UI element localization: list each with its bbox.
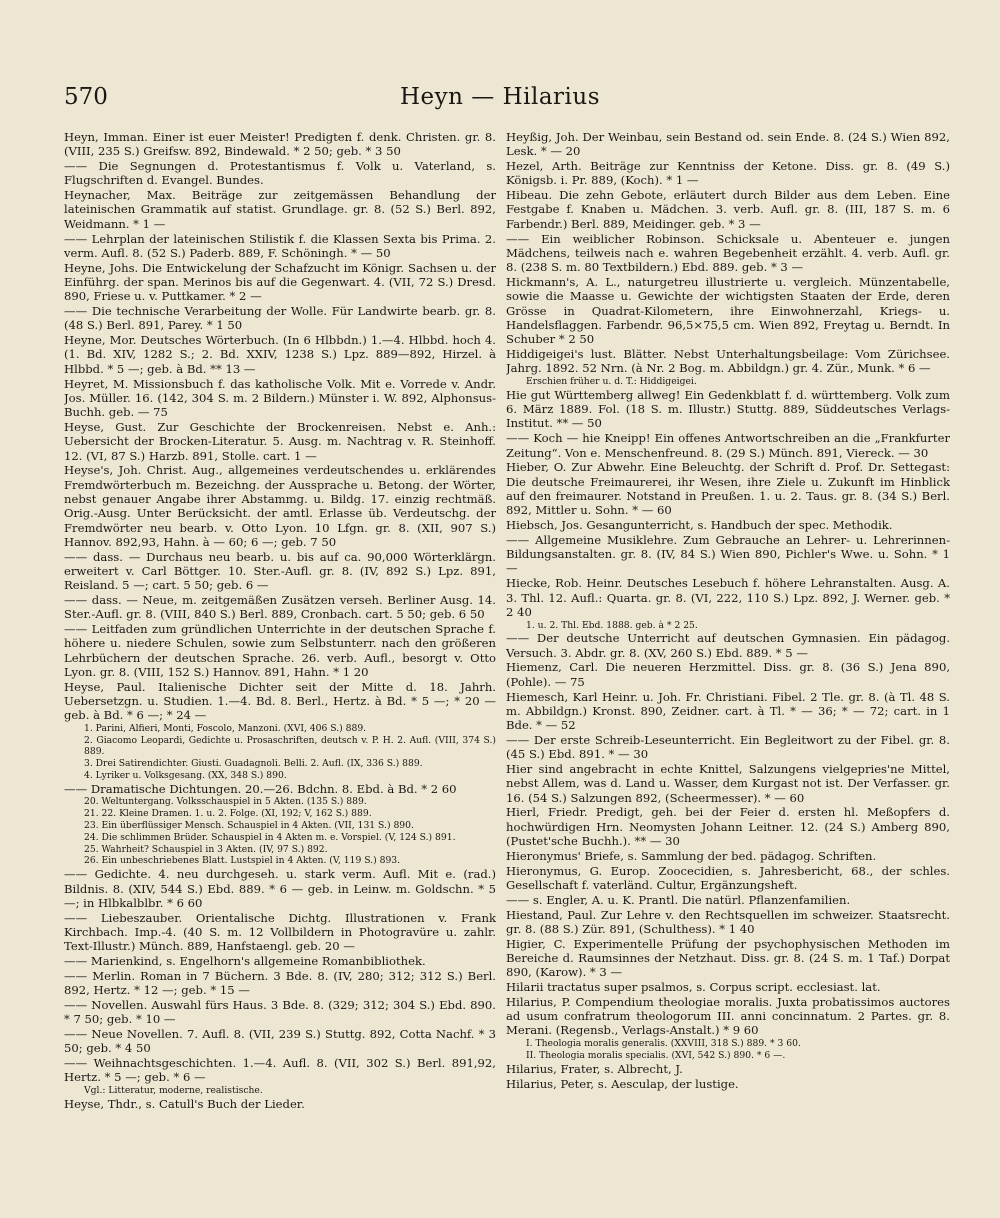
sub-entry: 1. u. 2. Thl. Ebd. 1888. geb. à * 2 25. <box>526 619 698 631</box>
sub-entry: 21. 22. Kleine Dramen. 1. u. 2. Folge. (XI, 192; V, 162 S.) 889. <box>84 808 372 820</box>
catalog-entry: Heyse, Thdr., s. Catull's Buch der Lieder. <box>64 1096 305 1111</box>
catalog-entry: Heynacher, Max. Beiträge zur zeitgemässen Behandlung der lateinischen Grammatik auf statist. Grundlage. gr. 8. (52 S.) Berl. 892, Weidmann. * 1 — <box>64 188 496 231</box>
sub-entry: 1. Parini, Alfieri, Monti, Foscolo, Manzoni. (XVI, 406 S.) 889. <box>84 723 367 735</box>
catalog-entry: Hieronymus, G. Europ. Zoocecidien, s. Jahresbericht, 68., der schles. Gesellschaft f. vaterländ. Cultur, Ergänzungsheft. <box>506 863 950 892</box>
catalog-entry: Hiddigeigei's lust. Blätter. Nebst Unterhaltungsbeilage: Vom Zürichsee. Jahrg. 1892. 52 Nrn. (à Nr. 2 Bog. m. Abbildgn.) gr. 4. Zür., Munk. * 6 — <box>506 346 950 376</box>
catalog-entry: Hiemenz, Carl. Die neueren Herzmittel. Diss. gr. 8. (36 S.) Jena 890, (Pohle). — 75 <box>506 660 950 689</box>
catalog-entry: —— Der deutsche Unterricht auf deutschen Gymnasien. Ein pädagog. Versuch. 3. Abdr. gr. 8. (XV, 260 S.) Ebd. 889. * 5 — <box>506 631 950 660</box>
catalog-entry: Hie gut Württemberg allweg! Ein Gedenkblatt f. d. württemberg. Volk zum 6. März 1889. Fol. (18 S. m. Illustr.) Stuttg. 889, Süddeutsches Verlags-Institut. ** — 50 <box>506 387 950 431</box>
sub-entry: 25. Wahrheit? Schauspiel in 3 Akten. (IV, 97 S.) 892. <box>84 843 328 855</box>
sub-entry: 20. Weltuntergang. Volksschauspiel in 5 Akten. (135 S.) 889. <box>84 796 367 808</box>
catalog-entry: Hiecke, Rob. Heinr. Deutsches Lesebuch f. höhere Lehranstalten. Ausg. A. 3. Thl. 12. Aufl.: Quarta. gr. 8. (VI, 222, 110 S.) Lpz. 892, J. Werner. geb. * 2 40 <box>506 576 950 619</box>
sub-entry: 3. Drei Satirendichter. Giusti. Guadagnoli. Belli. 2. Aufl. (IX, 336 S.) 889. <box>84 758 423 770</box>
sub-entry: Erschien früher u. d. T.: Hiddigeigei. <box>526 376 697 388</box>
catalog-entry: Hieber, O. Zur Abwehr. Eine Beleuchtg. der Schrift d. Prof. Dr. Settegast: Die deutsche Freimaurerei, ihr Wesen, ihre Ziele u. Zukunft im Hinblick auf den freimaurer. Notstand in Preußen. 1. u. 2. Taus. gr. 8. (34 S.) Berl. 892, Mittler u. Sohn. * — 60 <box>506 460 950 518</box>
catalog-entry: —— Novellen. Auswahl fürs Haus. 3 Bde. 8. (329; 312; 304 S.) Ebd. 890. * 7 50; geb. * 10 — <box>64 997 496 1027</box>
sub-entry: 26. Ein unbeschriebenes Blatt. Lustspiel in 4 Akten. (V, 119 S.) 893. <box>84 855 401 867</box>
sub-entry: I. Theologia moralis generalis. (XXVIII, 318 S.) 889. * 3 60. <box>526 1038 801 1050</box>
catalog-entry: —— Koch — hie Kneipp! Ein offenes Antwortschreiben an die „Frankfurter Zeitung“. Von e. Menschenfreund. 8. (29 S.) Münch. 891, Viereck. — 30 <box>506 431 950 460</box>
sub-entry: Vgl.: Litteratur, moderne, realistische. <box>84 1085 263 1097</box>
catalog-entry: —— Liebeszauber. Orientalische Dichtg. Illustrationen v. Frank Kirchbach. Imp.-4. (40 S. m. 12 Vollbildern in Photogravüre u. zahlr. Text-Illustr.) Münch. 889, Hanfstaengl. geb. 20 — <box>64 910 496 954</box>
catalog-entry: Heyret, M. Missionsbuch f. das katholische Volk. Mit e. Vorrede v. Andr. Jos. Müller. 16. (142, 304 S. m. 2 Bildern.) Münster i. W. 892, Alphonsus-Buchh. geb. — 75 <box>64 376 496 420</box>
catalog-entry: Hilarii tractatus super psalmos, s. Corpus script. ecclesiast. lat. <box>506 980 881 995</box>
catalog-entry: —— s. Engler, A. u. K. Prantl. Die natürl. Pflanzenfamilien. <box>506 892 851 907</box>
catalog-entry: Hilarius, Frater, s. Albrecht, J. <box>506 1061 683 1076</box>
catalog-entry: —— Die Segnungen d. Protestantismus f. Volk u. Vaterland, s. Flugschriften d. Evangel. Bundes. <box>64 159 496 188</box>
page-number: 570 <box>64 84 108 110</box>
catalog-entry: Hilarius, Peter, s. Aesculap, der lustige. <box>506 1076 739 1091</box>
catalog-entry: Heyßig, Joh. Der Weinbau, sein Bestand od. sein Ende. 8. (24 S.) Wien 892, Lesk. * — 20 <box>506 130 950 159</box>
catalog-entry: —— Die technische Verarbeitung der Wolle. Für Landwirte bearb. gr. 8. (48 S.) Berl. 891, Parey. * 1 50 <box>64 304 496 333</box>
sub-entry: 24. Die schlimmen Brüder. Schauspiel in 4 Akten m. e. Vorspiel. (V, 124 S.) 891. <box>84 831 456 843</box>
sub-entry: 4. Lyriker u. Volksgesang. (XX, 348 S.) 890. <box>84 769 287 781</box>
catalog-entry: Hezel, Arth. Beiträge zur Kenntniss der Ketone. Diss. gr. 8. (49 S.) Königsb. i. Pr. 889, (Koch). * 1 — <box>506 159 950 188</box>
catalog-entry: Hiemesch, Karl Heinr. u. Joh. Fr. Christiani. Fibel. 2 Tle. gr. 8. (à Tl. 48 S. m. Abbildgn.) Kronst. 890, Zeidner. cart. à Tl. * — 36; * — 72; cart. in 1 Bde. * — 52 <box>506 689 950 733</box>
catalog-entry: Hier sind angebracht in echte Knittel, Salzungens vielgepries'ne Mittel, nebst Allem, was d. Land u. Wasser, dem Kurgast not ist. Der Verfasser. gr. 16. (54 S.) Salzungen 892, (Scheermesser). * — 60 <box>506 762 950 805</box>
catalog-entry: Heyse's, Joh. Christ. Aug., allgemeines verdeutschendes u. erklärendes Fremdwörterbuch m. Bezeichng. der Aussprache u. Betong. der Wörter, nebst genauer Angabe ihrer Abstammg. u. Bildg. 17. einzig rechtmäß. Orig.-Ausg. Unter Berücksicht. der amtl. Erlasse üb. Verdeutschg. der Fremdwörter neu bearb. v. Otto Lyon. 10 Lfgn. gr. 8. (XII, 907 S.) Hannov. 892,93, Hahn. à — 60; 6 —; geb. 7 50 <box>64 463 496 549</box>
catalog-entry: —— Dramatische Dichtungen. 20.—26. Bdchn. 8. Ebd. à Bd. * 2 60 <box>64 781 457 796</box>
catalog-entry: Hiestand, Paul. Zur Lehre v. den Rechtsquellen im schweizer. Staatsrecht. gr. 8. (88 S.) Zür. 891, (Schulthess). * 1 40 <box>506 907 950 936</box>
catalog-entry: —— Neue Novellen. 7. Aufl. 8. (VII, 239 S.) Stuttg. 892, Cotta Nachf. * 3 50; geb. * 4 50 <box>64 1027 496 1056</box>
catalog-entry: Hieronymus' Briefe, s. Sammlung der bed. pädagog. Schriften. <box>506 848 877 863</box>
catalog-entry: —— Merlin. Roman in 7 Büchern. 3 Bde. 8. (IV, 280; 312; 312 S.) Berl. 892, Hertz. * 12 —; geb. * 15 — <box>64 968 496 998</box>
catalog-entry: —— Weihnachtsgeschichten. 1.—4. Aufl. 8. (VII, 302 S.) Berl. 891,92, Hertz. * 5 —; geb. * 6 — <box>64 1056 496 1085</box>
catalog-entry: —— Allgemeine Musiklehre. Zum Gebrauche an Lehrer- u. Lehrerinnen-Bildungsanstalten. gr. 8. (IV, 84 S.) Wien 890, Pichler's Wwe. u. Sohn. * 1 — <box>506 532 950 576</box>
catalog-entry: —— dass. — Neue, m. zeitgemäßen Zusätzen verseh. Berliner Ausg. 14. Ster.-Aufl. gr. 8. (VIII, 840 S.) Berl. 889, Cronbach. cart. 5 50; geb. 6 50 <box>64 593 496 622</box>
catalog-entry: Heyse, Paul. Italienische Dichter seit der Mitte d. 18. Jahrh. Uebersetzgn. u. Studien. 1.—4. Bd. 8. Berl., Hertz. à Bd. * 5 —; * 20 — geb. à Bd. * 6 —; * 24 — <box>64 679 496 723</box>
sub-entry: II. Theologia moralis specialis. (XVI, 542 S.) 890. * 6 —. <box>526 1050 786 1061</box>
catalog-entry: —— dass. — Durchaus neu bearb. u. bis auf ca. 90,000 Wörterklärgn. erweitert v. Carl Böttger. 10. Ster.-Aufl. gr. 8. (IV, 892 S.) Lpz. 891, Reisland. 5 —; cart. 5 50; geb. 6 — <box>64 549 496 593</box>
left-column <box>64 130 496 1190</box>
catalog-entry: Hierl, Friedr. Predigt, geh. bei der Feier d. ersten hl. Meßopfers d. hochwürdigen Hrn. Neomysten Johann Leitner. 12. (24 S.) Amberg 890, (Pustet'sche Buchh.). ** — 30 <box>506 805 950 849</box>
catalog-entry: Heyn, Imman. Einer ist euer Meister! Predigten f. denk. Christen. gr. 8. (VIII, 235 S.) Greifsw. 892, Bindewald. * 2 50; geb. * 3 50 <box>64 130 496 159</box>
catalog-entry: Heyse, Gust. Zur Geschichte der Brockenreisen. Nebst e. Anh.: Uebersicht der Brocken-Literatur. 5. Ausg. m. Nachtrag v. R. Steinhoff. 12. (VI, 87 S.) Harzb. 891, Stolle. cart. 1 — <box>64 419 496 463</box>
catalog-entry: Heyne, Johs. Die Entwickelung der Schafzucht im Königr. Sachsen u. der Einführg. der span. Merinos bis auf die Gegenwart. 4. (VII, 72 S.) Dresd. 890, Friese u. v. Puttkamer. * 2 — <box>64 260 496 304</box>
right-column <box>506 130 950 1190</box>
sub-entry: 2. Giacomo Leopardi, Gedichte u. Prosaschriften, deutsch v. P. H. 2. Aufl. (VIII, 374 S.) 889. <box>84 734 496 758</box>
catalog-entry: —— Leitfaden zum gründlichen Unterrichte in der deutschen Sprache f. höhere u. niedere Schulen, sowie zum Selbstunterr. nach den größeren Lehrbüchern der deutschen Sprache. 26. verb. Aufl., besorgt v. Otto Lyon. gr. 8. (VIII, 152 S.) Hannov. 891, Hahn. * 1 20 <box>64 622 496 679</box>
catalog-entry: —— Der erste Schreib-Leseunterricht. Ein Begleitwort zu der Fibel. gr. 8. (45 S.) Ebd. 891. * — 30 <box>506 732 950 762</box>
catalog-entry: Higier, C. Experimentelle Prüfung der psychophysischen Methoden im Bereiche d. Raumsinnes der Netzhaut. Diss. gr. 8. (24 S. m. 1 Taf.) Dorpat 890, (Karow). * 3 — <box>506 936 950 980</box>
catalog-entry: —— Ein weiblicher Robinson. Schicksale u. Abenteuer e. jungen Mädchens, teilweis nach e. wahren Begebenheit erzählt. 4. verb. Aufl. gr. 8. (238 S. m. 80 Textbildern.) Ebd. 889. geb. * 3 — <box>506 231 950 275</box>
catalog-entry: Hibeau. Die zehn Gebote, erläutert durch Bilder aus dem Leben. Eine Festgabe f. Knaben u. Mädchen. 3. verb. Aufl. gr. 8. (III, 187 S. m. 6 Farbendr.) Berl. 889, Meidinger. geb. * 3 — <box>506 188 950 231</box>
catalog-entry: —— Lehrplan der lateinischen Stilistik f. die Klassen Sexta bis Prima. 2. verm. Aufl. 8. (52 S.) Paderb. 889, F. Schöningh. * — 50 <box>64 231 496 260</box>
sub-entry: 23. Ein überflüssiger Mensch. Schauspiel in 4 Akten. (VII, 131 S.) 890. <box>84 820 414 832</box>
running-head: Heyn — Hilarius <box>399 84 601 110</box>
catalog-entry: —— Marienkind, s. Engelhorn's allgemeine Romanbibliothek. <box>64 954 426 969</box>
catalog-entry: Heyne, Mor. Deutsches Wörterbuch. (In 6 Hlbbdn.) 1.—4. Hlbbd. hoch 4. (1. Bd. XIV, 1282 S.; 2. Bd. XXIV, 1238 S.) Lpz. 889—892, Hirzel. à Hlbbd. * 5 —; geb. à Bd. ** 13 — <box>64 333 496 376</box>
catalog-entry: Hiebsch, Jos. Gesangunterricht, s. Handbuch der spec. Methodik. <box>506 518 893 533</box>
catalog-entry: —— Gedichte. 4. neu durchgeseh. u. stark verm. Aufl. Mit e. (rad.) Bildnis. 8. (XIV, 544 S.) Ebd. 889. * 6 — geb. in Leinw. m. Goldschn. * 5 —; in Hlbkalblbr. * 6 60 <box>64 867 496 910</box>
catalog-entry: Hickmann's, A. L., naturgetreu illustrierte u. vergleich. Münzentabelle, sowie die Maasse u. Gewichte der wichtigsten Staaten der Erde, deren Grösse in Quadrat-Kilometern, ihre Einwohnerzahl, Kriegs- u. Handelsflaggen. Farbendr. 96,5×75,5 cm. Wien 892, Freytag u. Berndt. In Schuber * 2 50 <box>506 274 950 347</box>
catalog-entry: Hilarius, P. Compendium theologiae moralis. Juxta probatissimos auctores ad usum confratrum theologorum III. anni concinnatum. 2 Partes. gr. 8. Merani. (Regensb., Verlags-Anstalt.) * 9 60 <box>506 994 950 1038</box>
